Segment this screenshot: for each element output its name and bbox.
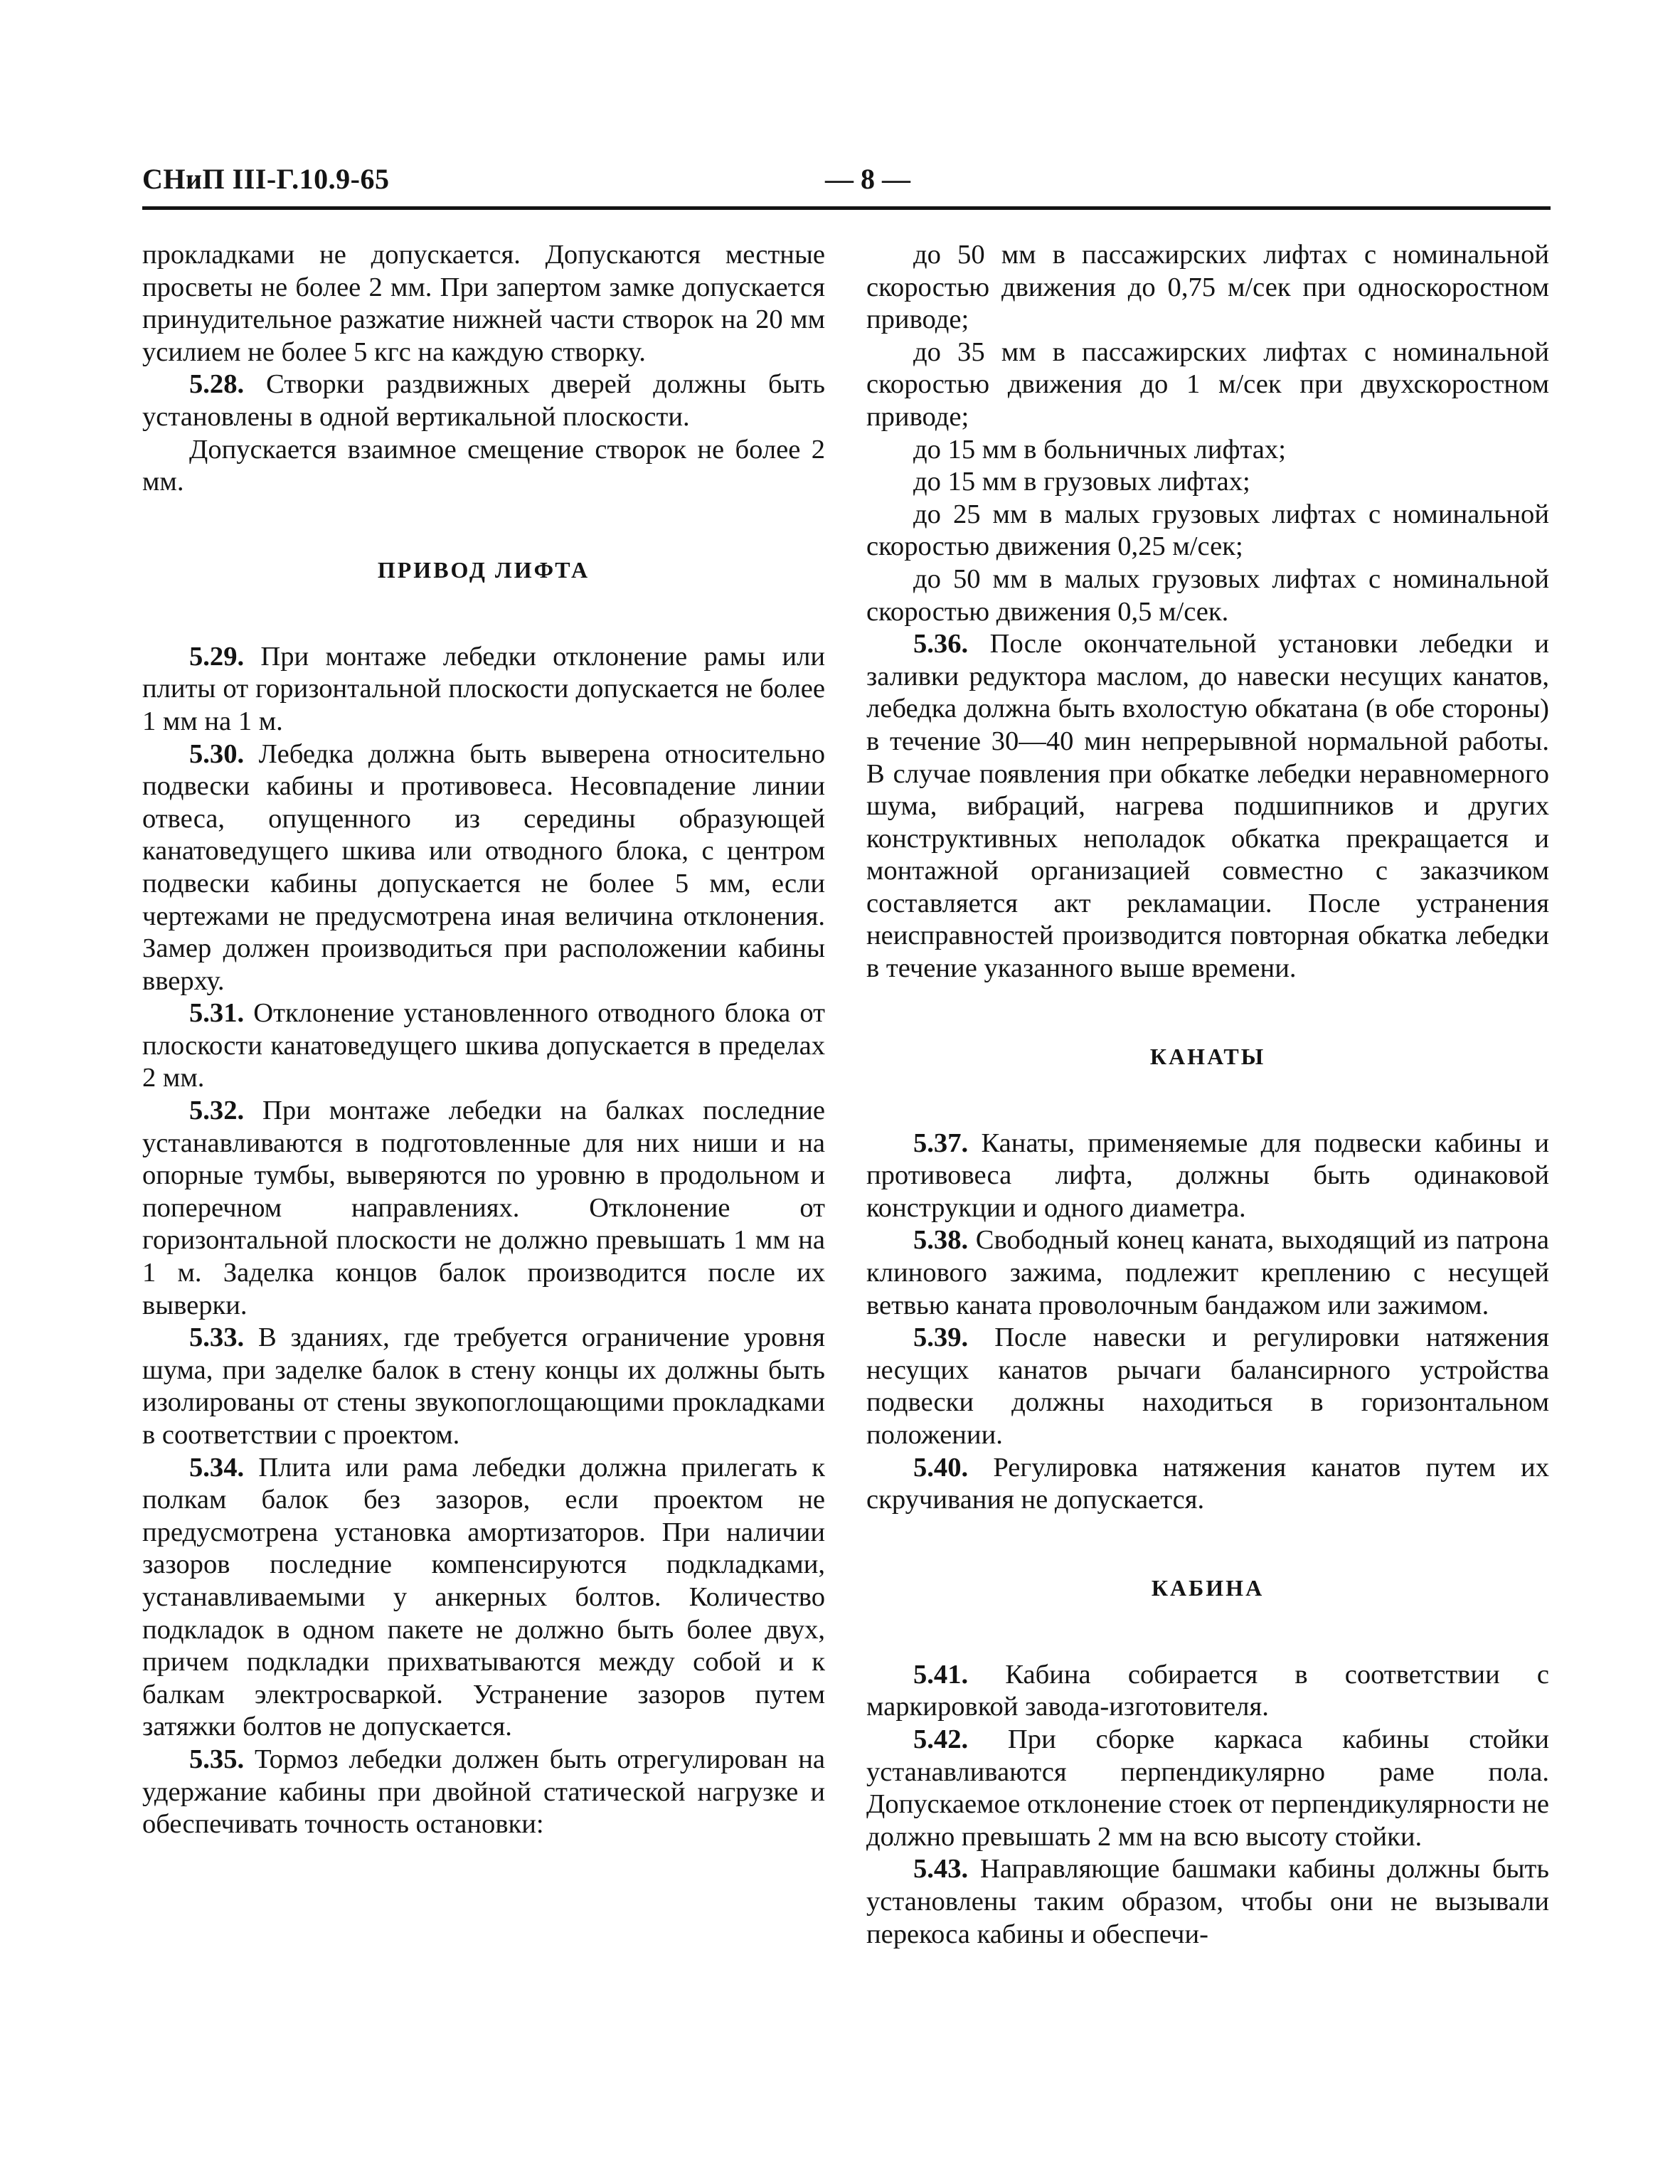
clause-number: 5.29.: [189, 641, 245, 672]
paragraph: [866, 1853, 1549, 1951]
clause-number: 5.30.: [189, 738, 245, 769]
paragraph-text: до 15 мм в больничных лифтах;: [913, 434, 1286, 465]
page-header: [142, 162, 1551, 205]
paragraph-text: Створки раздвижных дверей должны быть установлены в одной вертикальной плоскости.: [142, 369, 825, 432]
clause-number: 5.40.: [913, 1452, 969, 1483]
clause-number: 5.34.: [189, 1452, 245, 1483]
paragraph: [142, 1095, 825, 1322]
document-code: СНиП III-Г.10.9-65: [142, 163, 390, 195]
paragraph: [142, 1452, 825, 1744]
section-heading: КАНАТЫ: [1149, 1043, 1266, 1069]
clause-number: 5.35.: [189, 1744, 245, 1774]
paragraph-text: В зданиях, где требуется ограничение уровня шума, при заделке балок в стену концы их должны быть изолированы от стены звукопоглощающими прокладками в соответствии с проектом.: [142, 1322, 825, 1450]
paragraph-text: Отклонение установленного отводного блока от плоскости канатоведущего шкива допускается в пределах 2 мм.: [142, 998, 825, 1093]
clause-number: 5.42.: [913, 1724, 969, 1754]
paragraph: [142, 997, 825, 1095]
paragraph-text: После навески и регулировки натяжения несущих канатов рычаги балансирного устройства подвески должны находиться в горизонтальном положении.: [866, 1322, 1549, 1450]
clause-number: 5.36.: [913, 629, 969, 659]
paragraph-text: После окончательной установки лебедки и заливки редуктора маслом, до навески несущих канатов, лебедка должна быть вхолостую обкатана (в обе стороны) в течение 30—40 мин непрерывной нормальной работы. В случае появления при обкатке лебедки неравномерного шума, вибраций, нагрева подшипников и других конструктивных неполадок обкатка прекращается и монтажной организацией совместно с заказчиком составляется акт рекламации. После устранения неисправностей производится повторная обкатка лебедки в течение указанного выше времени.: [866, 629, 1549, 984]
clause-number: 5.43.: [913, 1854, 969, 1885]
paragraph: [142, 1744, 825, 1841]
paragraph: [142, 239, 825, 369]
clause-number: 5.37.: [913, 1128, 969, 1158]
paragraph-text: прокладками не допускается. Допускаются местные просветы не более 2 мм. При запертом замке допускается принудительное разжатие нижней части створок на 20 мм усилием не более 5 кгс на каждую створку.: [142, 240, 825, 367]
paragraph: [866, 628, 1549, 985]
clause-number: 5.31.: [189, 998, 245, 1029]
clause-number: 5.33.: [189, 1322, 245, 1353]
clause-number: 5.41.: [913, 1659, 969, 1690]
right-column: [866, 239, 1549, 1951]
paragraph-text: до 50 мм в пассажирских лифтах с номинальной скоростью движения до 0,75 м/сек при односкоростном приводе;: [866, 240, 1549, 335]
section-heading: КАБИНА: [1151, 1574, 1265, 1601]
paragraph: [866, 336, 1549, 434]
paragraph: [866, 466, 1549, 499]
paragraph-text: до 50 мм в малых грузовых лифтах с номинальной скоростью движения 0,5 м/сек.: [866, 563, 1549, 627]
paragraph-text: Направляющие башмаки кабины должны быть установлены таким образом, чтобы они не вызывали перекоса кабины и обеспечи-: [866, 1854, 1549, 1949]
paragraph-text: Свободный конец каната, выходящий из патрона клинового зажима, подлежит креплению с несущей ветвью каната проволочным бандажом или зажимом.: [866, 1225, 1549, 1320]
paragraph: [866, 1224, 1549, 1322]
paragraph: [142, 369, 825, 433]
paragraph: [866, 1452, 1549, 1517]
clause-number: 5.32.: [189, 1096, 245, 1126]
paragraph-text: Регулировка натяжения канатов путем их скручивания не допускается.: [866, 1452, 1549, 1515]
section-heading: ПРИВОД ЛИФТА: [377, 556, 590, 583]
paragraph: [866, 1322, 1549, 1451]
paragraph-text: При монтаже лебедки на балках последние устанавливаются в подготовленные для них ниши и на опорные тумбы, выверяются по уровню в продольном и поперечном направлениях. Отклонение от горизонтальной плоскости не должно превышать 1 мм на 1 м. Заделка концов балок производится после их выверки.: [142, 1096, 825, 1320]
paragraph-text: При сборке каркаса кабины стойки устанавливаются перпендикулярно раме пола. Допускаемое отклонение стоек от перпендикулярности не должно превышать 2 мм на всю высоту стойки.: [866, 1724, 1549, 1852]
clause-number: 5.38.: [913, 1225, 969, 1256]
paragraph: [142, 641, 825, 738]
page-number: — 8 —: [825, 163, 910, 195]
paragraph-text: до 15 мм в грузовых лифтах;: [913, 467, 1250, 497]
paragraph: [142, 434, 825, 499]
paragraph: [866, 499, 1549, 563]
paragraph: [866, 563, 1549, 628]
paragraph: [866, 434, 1549, 467]
paragraph-text: Плита или рама лебедки должна прилегать к полкам балок без зазоров, если проектом не предусмотрена установка амортизаторов. При наличии зазоров последние компенсируются подкладками, устанавливаемыми у анкерных болтов. Количество подкладок в одном пакете не должно быть более двух, причем подкладки прихватываются между собой и к балкам электросваркой. Устранение зазоров путем затяжки болтов не допускается.: [142, 1452, 825, 1742]
paragraph-text: Тормоз лебедки должен быть отрегулирован на удержание кабины при двойной статической нагрузке и обеспечивать точность остановки:: [142, 1744, 825, 1840]
paragraph: [866, 239, 1549, 336]
paragraph-text: Кабина собирается в соответствии с маркировкой завода-изготовителя.: [866, 1659, 1549, 1722]
paragraph: [866, 1128, 1549, 1225]
paragraph: [142, 1322, 825, 1451]
paragraph-text: Допускается взаимное смещение створок не более 2 мм.: [142, 434, 825, 497]
clause-number: 5.39.: [913, 1322, 969, 1353]
paragraph: [866, 1659, 1549, 1724]
left-column: [142, 239, 825, 1841]
paragraph-text: до 25 мм в малых грузовых лифтах с номинальной скоростью движения 0,25 м/сек;: [866, 499, 1549, 562]
paragraph: [142, 738, 825, 998]
paragraph-text: Канаты, применяемые для подвески кабины и противовеса лифта, должны быть одинаковой конструкции и одного диаметра.: [866, 1128, 1549, 1223]
paragraph: [866, 1724, 1549, 1853]
header-rule: [142, 206, 1551, 210]
clause-number: 5.28.: [189, 369, 245, 400]
paragraph-text: При монтаже лебедки отклонение рамы или плиты от горизонтальной плоскости допускается не более 1 мм на 1 м.: [142, 641, 825, 736]
paragraph-text: Лебедка должна быть выверена относительно подвески кабины и противовеса. Несовпадение линии отвеса, опущенного из середины образующей канатоведущего шкива или отводного блока, с центром подвески кабины допускается не более 5 мм, если чертежами не предусмотрена иная величина отклонения. Замер должен производиться при расположении кабины вверху.: [142, 738, 825, 996]
paragraph-text: до 35 мм в пассажирских лифтах с номинальной скоростью движения до 1 м/сек при двухскоростном приводе;: [866, 336, 1549, 432]
